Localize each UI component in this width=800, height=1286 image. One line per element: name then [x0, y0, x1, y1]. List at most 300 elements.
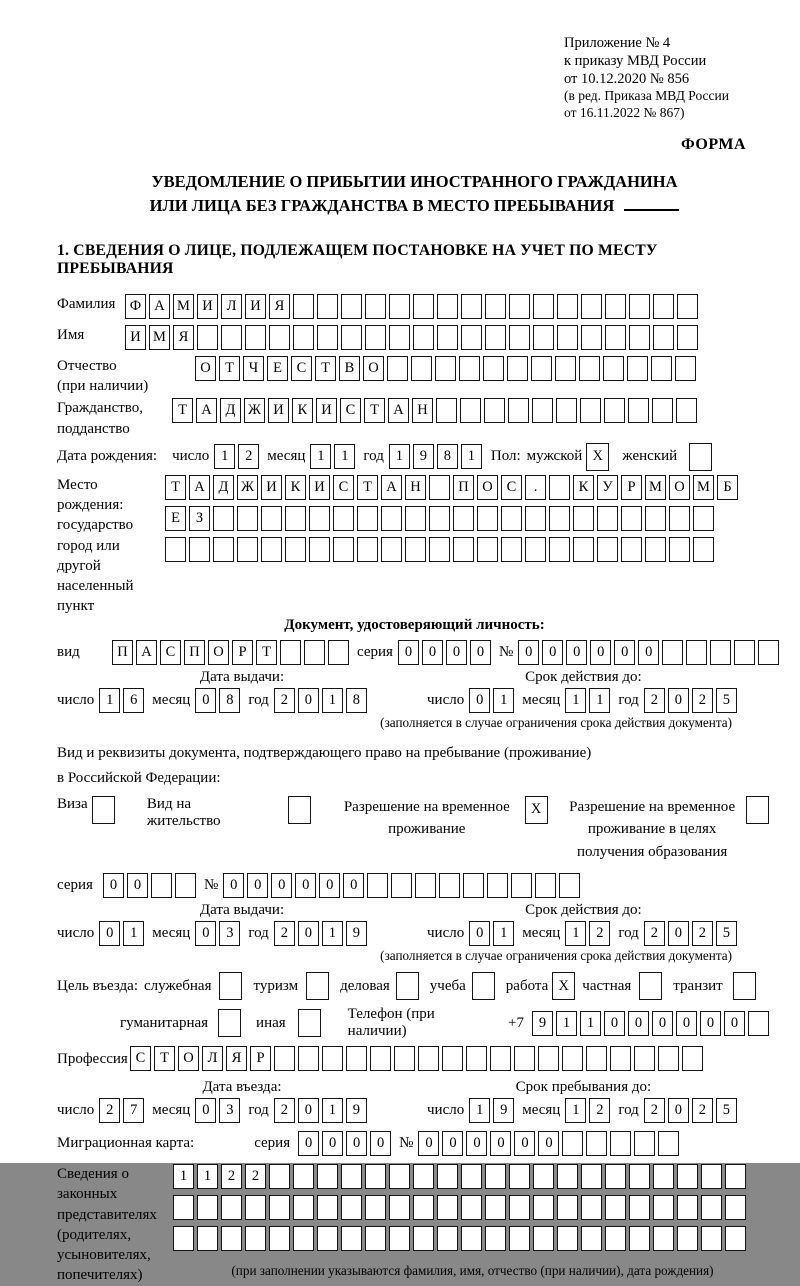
res-issue-month-boxes[interactable]	[195, 921, 243, 946]
res-issue-year-box[interactable]: 2	[274, 921, 295, 946]
birth-day-box[interactable]: 1	[214, 444, 235, 469]
surname-char-box[interactable]	[677, 294, 698, 319]
legal-char-box[interactable]	[629, 1164, 650, 1189]
given-name-char-box[interactable]	[605, 325, 626, 350]
birth-month-box[interactable]: 1	[310, 444, 331, 469]
legal-char-box[interactable]	[581, 1226, 602, 1251]
migration-number-box[interactable]	[610, 1131, 631, 1156]
entry-year-box[interactable]: 9	[346, 1098, 367, 1123]
legal-char-box[interactable]	[269, 1195, 290, 1220]
birth-place-char-box[interactable]: Р	[621, 475, 642, 500]
patronymic-char-box[interactable]: С	[291, 356, 312, 381]
legal-char-box[interactable]	[389, 1164, 410, 1189]
res-issue-month-box[interactable]: 3	[219, 921, 240, 946]
birth-place-char-box[interactable]	[429, 506, 450, 531]
legal-char-box[interactable]	[677, 1226, 698, 1251]
birth-place-row2[interactable]	[165, 506, 717, 531]
res-valid-year-boxes[interactable]	[644, 921, 740, 946]
phone-digit-box[interactable]: 1	[580, 1011, 601, 1036]
issue-day-box[interactable]: 1	[99, 688, 120, 713]
identity-kind-char-box[interactable]: П	[112, 640, 133, 665]
residence-number-box[interactable]	[367, 873, 388, 898]
given-name-char-box[interactable]	[533, 325, 554, 350]
visa-checkbox[interactable]	[92, 796, 118, 824]
birth-place-char-box[interactable]	[597, 537, 618, 562]
legal-char-box[interactable]	[293, 1195, 314, 1220]
legal-char-box[interactable]	[293, 1226, 314, 1251]
given-name-char-box[interactable]	[677, 325, 698, 350]
phone-digit-box[interactable]: 0	[676, 1011, 697, 1036]
given-name-char-box[interactable]	[365, 325, 386, 350]
phone-digit-box[interactable]: 0	[652, 1011, 673, 1036]
entry-year-boxes[interactable]	[274, 1098, 370, 1123]
legal-char-box[interactable]	[317, 1226, 338, 1251]
birth-place-char-box[interactable]	[309, 537, 330, 562]
birth-place-char-box[interactable]	[573, 537, 594, 562]
patronymic-char-box[interactable]: Т	[315, 356, 336, 381]
purpose-private-checkbox[interactable]	[639, 972, 665, 1000]
citizenship-char-box[interactable]	[676, 398, 697, 423]
residence-permit-checkbox[interactable]	[288, 796, 314, 824]
birth-place-char-box[interactable]: Е	[165, 506, 186, 531]
identity-kind-char-box[interactable]: Т	[256, 640, 277, 665]
migration-series-box[interactable]: 0	[346, 1131, 367, 1156]
purpose-work-checkbox[interactable]: X	[552, 972, 575, 1000]
migration-series-box[interactable]: 0	[298, 1131, 319, 1156]
valid-day-boxes[interactable]	[469, 688, 517, 713]
legal-char-box[interactable]	[533, 1195, 554, 1220]
birth-place-char-box[interactable]	[165, 537, 186, 562]
profession-char-box[interactable]	[538, 1046, 559, 1071]
valid-month-box[interactable]: 1	[589, 688, 610, 713]
profession-char-box[interactable]	[682, 1046, 703, 1071]
profession-char-box[interactable]	[610, 1046, 631, 1071]
valid-year-box[interactable]: 2	[644, 688, 665, 713]
surname-char-box[interactable]	[461, 294, 482, 319]
given-name-char-box[interactable]	[221, 325, 242, 350]
surname-char-box[interactable]	[413, 294, 434, 319]
sex-female-checkbox[interactable]	[689, 443, 715, 471]
purpose-business-checkbox[interactable]	[396, 972, 422, 1000]
legal-char-box[interactable]	[413, 1226, 434, 1251]
birth-place-char-box[interactable]: У	[597, 475, 618, 500]
profession-char-box[interactable]	[490, 1046, 511, 1071]
birth-place-char-box[interactable]: Б	[717, 475, 738, 500]
migration-number-boxes[interactable]	[418, 1131, 682, 1156]
visa-checkbox[interactable]	[92, 796, 115, 824]
profession-char-box[interactable]: С	[130, 1046, 151, 1071]
res-valid-month-boxes[interactable]	[565, 921, 613, 946]
legal-char-box[interactable]	[557, 1164, 578, 1189]
issue-month-boxes[interactable]	[195, 688, 243, 713]
birth-place-char-box[interactable]: Т	[165, 475, 186, 500]
identity-series-box[interactable]: 0	[398, 640, 419, 665]
purpose-transit-checkbox[interactable]	[733, 972, 756, 1000]
legal-char-box[interactable]	[437, 1164, 458, 1189]
legal-char-box[interactable]: 2	[245, 1164, 266, 1189]
birth-year-box[interactable]: 9	[413, 444, 434, 469]
res-valid-year-box[interactable]: 5	[716, 921, 737, 946]
residence-number-box[interactable]	[391, 873, 412, 898]
birth-year-box[interactable]: 1	[461, 444, 482, 469]
stay-month-boxes[interactable]	[565, 1098, 613, 1123]
identity-kind-char-box[interactable]	[280, 640, 301, 665]
patronymic-char-box[interactable]: О	[195, 356, 216, 381]
patronymic-char-box[interactable]	[651, 356, 672, 381]
res-issue-day-box[interactable]: 1	[123, 921, 144, 946]
birth-place-char-box[interactable]	[285, 537, 306, 562]
birth-place-row3[interactable]	[165, 537, 717, 562]
migration-series-box[interactable]: 0	[370, 1131, 391, 1156]
valid-year-boxes[interactable]	[644, 688, 740, 713]
residence-number-box[interactable]: 0	[343, 873, 364, 898]
legal-char-box[interactable]	[725, 1164, 746, 1189]
birth-place-char-box[interactable]	[309, 506, 330, 531]
purpose-business-checkbox[interactable]	[396, 972, 419, 1000]
entry-day-box[interactable]: 2	[99, 1098, 120, 1123]
legal-char-box[interactable]	[245, 1195, 266, 1220]
birth-place-char-box[interactable]	[573, 506, 594, 531]
purpose-humanitarian-checkbox[interactable]	[218, 1009, 241, 1037]
identity-series-boxes[interactable]	[398, 640, 494, 665]
given-name-char-box[interactable]: И	[125, 325, 146, 350]
residence-number-box[interactable]: 0	[319, 873, 340, 898]
birth-place-char-box[interactable]	[261, 537, 282, 562]
residence-number-box[interactable]: 0	[223, 873, 244, 898]
legal-char-box[interactable]	[557, 1226, 578, 1251]
legal-char-box[interactable]	[653, 1195, 674, 1220]
patronymic-char-box[interactable]	[435, 356, 456, 381]
issue-year-box[interactable]: 1	[322, 688, 343, 713]
birth-place-char-box[interactable]	[189, 537, 210, 562]
res-valid-day-box[interactable]: 1	[493, 921, 514, 946]
migration-number-box[interactable]: 0	[466, 1131, 487, 1156]
phone-boxes[interactable]	[532, 1011, 772, 1036]
male-checkbox[interactable]: X	[586, 443, 609, 471]
res-issue-day-boxes[interactable]	[99, 921, 147, 946]
citizenship-char-box[interactable]	[532, 398, 553, 423]
legal-char-box[interactable]	[509, 1195, 530, 1220]
surname-char-box[interactable]	[485, 294, 506, 319]
res-valid-day-boxes[interactable]	[469, 921, 517, 946]
birth-place-char-box[interactable]: З	[189, 506, 210, 531]
migration-number-box[interactable]: 0	[490, 1131, 511, 1156]
birth-place-char-box[interactable]	[405, 537, 426, 562]
citizenship-char-box[interactable]: Д	[220, 398, 241, 423]
birth-place-char-box[interactable]: Т	[357, 475, 378, 500]
surname-char-box[interactable]	[365, 294, 386, 319]
legal-char-box[interactable]	[629, 1195, 650, 1220]
given-name-char-box[interactable]	[389, 325, 410, 350]
residence-number-box[interactable]	[415, 873, 436, 898]
legal-char-box[interactable]	[605, 1226, 626, 1251]
birth-place-char-box[interactable]	[597, 506, 618, 531]
legal-row2[interactable]	[173, 1195, 749, 1220]
res-issue-year-box[interactable]: 0	[298, 921, 319, 946]
stay-year-box[interactable]: 0	[668, 1098, 689, 1123]
res-issue-year-box[interactable]: 9	[346, 921, 367, 946]
stay-month-box[interactable]: 1	[565, 1098, 586, 1123]
given-name-char-box[interactable]	[437, 325, 458, 350]
birth-place-char-box[interactable]	[669, 537, 690, 562]
legal-char-box[interactable]: 1	[197, 1164, 218, 1189]
surname-char-box[interactable]: И	[245, 294, 266, 319]
surname-char-box[interactable]	[509, 294, 530, 319]
given-name-char-box[interactable]	[485, 325, 506, 350]
purpose-other-checkbox[interactable]	[298, 1009, 321, 1037]
citizenship-char-box[interactable]	[580, 398, 601, 423]
birth-place-char-box[interactable]	[381, 506, 402, 531]
given-name-char-box[interactable]	[629, 325, 650, 350]
legal-char-box[interactable]	[437, 1226, 458, 1251]
issue-day-box[interactable]: 6	[123, 688, 144, 713]
entry-month-box[interactable]: 0	[195, 1098, 216, 1123]
residence-number-box[interactable]	[463, 873, 484, 898]
profession-char-box[interactable]	[394, 1046, 415, 1071]
patronymic-char-box[interactable]	[579, 356, 600, 381]
entry-year-box[interactable]: 1	[322, 1098, 343, 1123]
legal-char-box[interactable]	[341, 1195, 362, 1220]
legal-char-box[interactable]	[413, 1195, 434, 1220]
profession-char-box[interactable]	[370, 1046, 391, 1071]
surname-char-box[interactable]: Я	[269, 294, 290, 319]
purpose-study-checkbox[interactable]	[472, 972, 498, 1000]
stay-day-boxes[interactable]	[469, 1098, 517, 1123]
legal-char-box[interactable]	[461, 1195, 482, 1220]
phone-digit-box[interactable]: 9	[532, 1011, 553, 1036]
birth-place-char-box[interactable]	[549, 537, 570, 562]
residence-series-box[interactable]: 0	[127, 873, 148, 898]
legal-char-box[interactable]	[509, 1164, 530, 1189]
residence-number-box[interactable]	[535, 873, 556, 898]
citizenship-char-box[interactable]: И	[316, 398, 337, 423]
birth-place-char-box[interactable]	[693, 537, 714, 562]
legal-row1[interactable]	[173, 1164, 749, 1189]
purpose-private-checkbox[interactable]	[639, 972, 662, 1000]
purpose-official-checkbox[interactable]	[219, 972, 242, 1000]
identity-number-box[interactable]: 0	[614, 640, 635, 665]
profession-char-box[interactable]	[418, 1046, 439, 1071]
legal-char-box[interactable]	[221, 1226, 242, 1251]
patronymic-boxes[interactable]	[195, 356, 699, 381]
identity-number-box[interactable]	[686, 640, 707, 665]
profession-char-box[interactable]	[586, 1046, 607, 1071]
birth-place-char-box[interactable]: А	[381, 475, 402, 500]
migration-series-box[interactable]: 0	[322, 1131, 343, 1156]
profession-char-box[interactable]	[514, 1046, 535, 1071]
legal-char-box[interactable]	[485, 1195, 506, 1220]
profession-char-box[interactable]: Р	[250, 1046, 271, 1071]
legal-char-box[interactable]	[629, 1226, 650, 1251]
citizenship-char-box[interactable]: И	[268, 398, 289, 423]
patronymic-char-box[interactable]	[483, 356, 504, 381]
temp-permit-education-checkbox[interactable]	[746, 796, 772, 824]
residence-series-box[interactable]	[175, 873, 196, 898]
legal-char-box[interactable]	[461, 1164, 482, 1189]
valid-year-box[interactable]: 0	[668, 688, 689, 713]
stay-day-box[interactable]: 1	[469, 1098, 490, 1123]
phone-digit-box[interactable]: 0	[724, 1011, 745, 1036]
res-valid-year-box[interactable]: 0	[668, 921, 689, 946]
entry-year-box[interactable]: 0	[298, 1098, 319, 1123]
given-name-char-box[interactable]	[581, 325, 602, 350]
migration-number-box[interactable]	[562, 1131, 583, 1156]
identity-kind-boxes[interactable]	[112, 640, 352, 665]
birth-place-char-box[interactable]: К	[285, 475, 306, 500]
res-issue-month-box[interactable]: 0	[195, 921, 216, 946]
profession-char-box[interactable]: Я	[226, 1046, 247, 1071]
birth-place-char-box[interactable]	[621, 506, 642, 531]
birth-place-char-box[interactable]	[285, 506, 306, 531]
stay-year-box[interactable]: 2	[692, 1098, 713, 1123]
residence-number-box[interactable]: 0	[295, 873, 316, 898]
citizenship-char-box[interactable]	[460, 398, 481, 423]
citizenship-char-box[interactable]: А	[388, 398, 409, 423]
birth-place-char-box[interactable]	[477, 506, 498, 531]
migration-number-box[interactable]	[658, 1131, 679, 1156]
res-issue-year-boxes[interactable]	[274, 921, 370, 946]
profession-char-box[interactable]	[322, 1046, 343, 1071]
birth-month-box[interactable]: 1	[334, 444, 355, 469]
identity-kind-char-box[interactable]: Р	[232, 640, 253, 665]
citizenship-char-box[interactable]	[652, 398, 673, 423]
stay-year-box[interactable]: 2	[644, 1098, 665, 1123]
birth-place-char-box[interactable]	[645, 506, 666, 531]
identity-number-box[interactable]: 0	[518, 640, 539, 665]
patronymic-char-box[interactable]: О	[363, 356, 384, 381]
legal-char-box[interactable]: 2	[221, 1164, 242, 1189]
migration-number-box[interactable]: 0	[442, 1131, 463, 1156]
legal-char-box[interactable]	[533, 1226, 554, 1251]
migration-number-box[interactable]	[634, 1131, 655, 1156]
purpose-official-checkbox[interactable]	[219, 972, 245, 1000]
given-name-char-box[interactable]	[269, 325, 290, 350]
surname-char-box[interactable]	[557, 294, 578, 319]
patronymic-char-box[interactable]	[531, 356, 552, 381]
legal-char-box[interactable]	[365, 1164, 386, 1189]
patronymic-char-box[interactable]	[387, 356, 408, 381]
residence-number-box[interactable]	[511, 873, 532, 898]
entry-month-box[interactable]: 3	[219, 1098, 240, 1123]
migration-number-box[interactable]: 0	[514, 1131, 535, 1156]
legal-char-box[interactable]	[317, 1195, 338, 1220]
citizenship-char-box[interactable]	[484, 398, 505, 423]
legal-char-box[interactable]	[413, 1164, 434, 1189]
profession-char-box[interactable]: Т	[154, 1046, 175, 1071]
legal-char-box[interactable]	[653, 1226, 674, 1251]
identity-number-box[interactable]	[734, 640, 755, 665]
res-valid-year-box[interactable]: 2	[644, 921, 665, 946]
surname-char-box[interactable]: М	[173, 294, 194, 319]
birth-place-char-box[interactable]: Н	[405, 475, 426, 500]
identity-series-box[interactable]: 0	[422, 640, 443, 665]
temp-permit-checkbox[interactable]: X	[525, 796, 548, 824]
profession-char-box[interactable]: Л	[202, 1046, 223, 1071]
birth-place-char-box[interactable]	[501, 537, 522, 562]
birth-place-char-box[interactable]	[549, 475, 570, 500]
legal-char-box[interactable]	[581, 1195, 602, 1220]
identity-kind-char-box[interactable]: А	[136, 640, 157, 665]
birth-place-char-box[interactable]: А	[189, 475, 210, 500]
patronymic-char-box[interactable]	[555, 356, 576, 381]
birth-place-char-box[interactable]	[669, 506, 690, 531]
birth-place-char-box[interactable]	[501, 506, 522, 531]
temp-permit-checkbox[interactable]	[525, 796, 551, 824]
citizenship-char-box[interactable]	[604, 398, 625, 423]
res-issue-day-box[interactable]: 0	[99, 921, 120, 946]
legal-char-box[interactable]	[725, 1195, 746, 1220]
birth-place-char-box[interactable]	[237, 506, 258, 531]
identity-number-box[interactable]: 0	[638, 640, 659, 665]
given-name-char-box[interactable]	[413, 325, 434, 350]
identity-number-box[interactable]	[662, 640, 683, 665]
birth-place-char-box[interactable]	[525, 506, 546, 531]
legal-char-box[interactable]	[677, 1164, 698, 1189]
birth-place-char-box[interactable]	[381, 537, 402, 562]
surname-char-box[interactable]	[389, 294, 410, 319]
birth-place-char-box[interactable]	[549, 506, 570, 531]
identity-number-box[interactable]	[710, 640, 731, 665]
birth-year-box[interactable]: 8	[437, 444, 458, 469]
stay-day-box[interactable]: 9	[493, 1098, 514, 1123]
legal-char-box[interactable]	[701, 1164, 722, 1189]
migration-series-boxes[interactable]	[298, 1131, 394, 1156]
surname-char-box[interactable]: А	[149, 294, 170, 319]
birth-place-char-box[interactable]	[693, 506, 714, 531]
birth-place-char-box[interactable]: О	[477, 475, 498, 500]
patronymic-char-box[interactable]: Т	[219, 356, 240, 381]
birth-place-row1[interactable]	[165, 475, 741, 500]
legal-row3[interactable]	[173, 1226, 749, 1251]
legal-char-box[interactable]	[653, 1164, 674, 1189]
citizenship-char-box[interactable]: Т	[172, 398, 193, 423]
profession-char-box[interactable]	[442, 1046, 463, 1071]
surname-char-box[interactable]: Ф	[125, 294, 146, 319]
legal-char-box[interactable]	[317, 1164, 338, 1189]
patronymic-char-box[interactable]: Ч	[243, 356, 264, 381]
profession-char-box[interactable]	[274, 1046, 295, 1071]
birth-place-char-box[interactable]: Д	[213, 475, 234, 500]
surname-boxes[interactable]	[125, 294, 701, 319]
form-number-blank[interactable]	[624, 208, 679, 211]
given-name-char-box[interactable]	[197, 325, 218, 350]
profession-char-box[interactable]	[562, 1046, 583, 1071]
profession-char-box[interactable]	[346, 1046, 367, 1071]
residence-number-box[interactable]	[487, 873, 508, 898]
birth-place-char-box[interactable]: Ж	[237, 475, 258, 500]
birth-year-box[interactable]: 1	[389, 444, 410, 469]
identity-kind-char-box[interactable]: С	[160, 640, 181, 665]
patronymic-char-box[interactable]	[627, 356, 648, 381]
profession-char-box[interactable]	[634, 1046, 655, 1071]
legal-char-box[interactable]	[197, 1226, 218, 1251]
patronymic-char-box[interactable]	[507, 356, 528, 381]
profession-char-box[interactable]	[658, 1046, 679, 1071]
purpose-tourism-checkbox[interactable]	[306, 972, 329, 1000]
entry-day-box[interactable]: 7	[123, 1098, 144, 1123]
entry-day-boxes[interactable]	[99, 1098, 147, 1123]
residence-number-box[interactable]: 0	[271, 873, 292, 898]
valid-month-boxes[interactable]	[565, 688, 613, 713]
citizenship-char-box[interactable]: К	[292, 398, 313, 423]
legal-char-box[interactable]	[173, 1195, 194, 1220]
valid-year-box[interactable]: 5	[716, 688, 737, 713]
stay-year-box[interactable]: 5	[716, 1098, 737, 1123]
surname-char-box[interactable]	[581, 294, 602, 319]
birth-place-char-box[interactable]: С	[333, 475, 354, 500]
legal-char-box[interactable]	[221, 1195, 242, 1220]
surname-char-box[interactable]	[317, 294, 338, 319]
